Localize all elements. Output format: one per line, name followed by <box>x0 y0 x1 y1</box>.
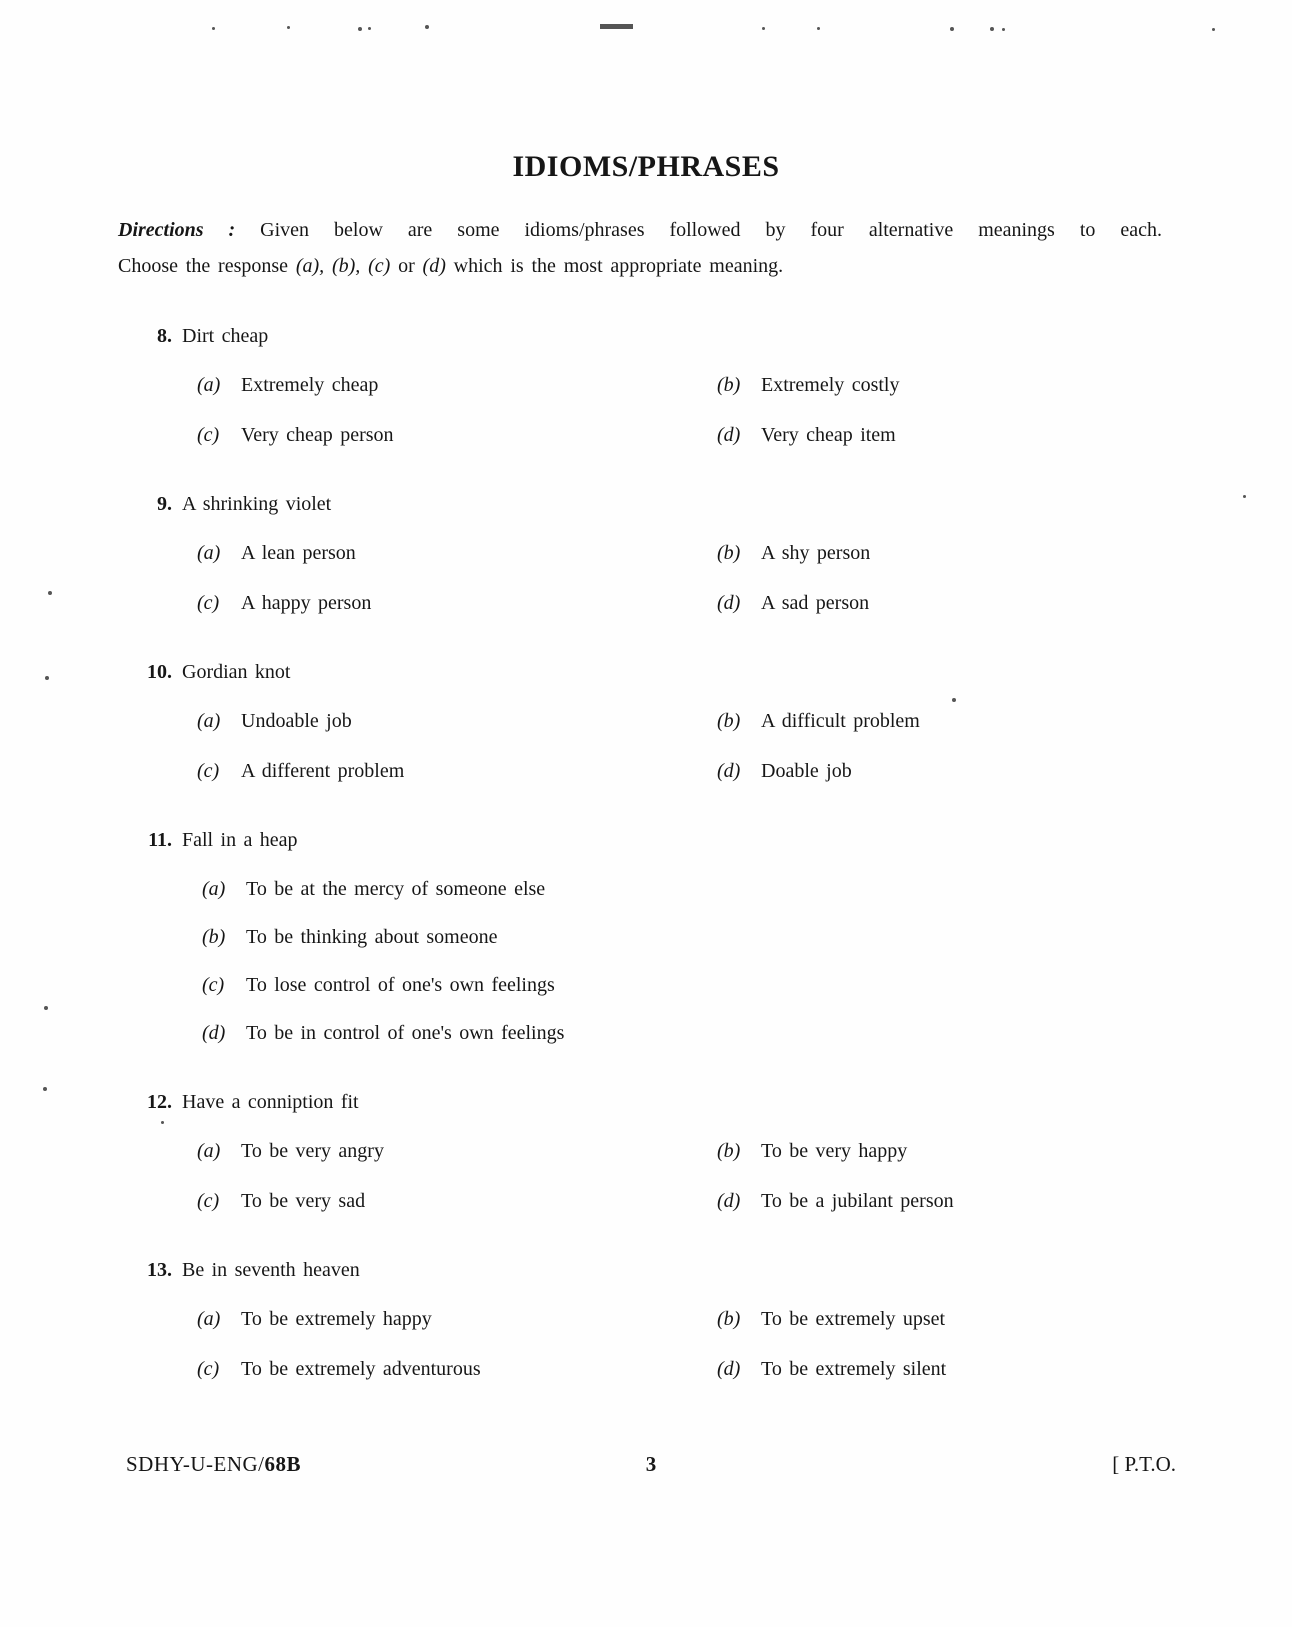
option-text: To be extremely adventurous <box>241 1358 481 1381</box>
option-letter: (d) <box>717 424 741 447</box>
option-letter: (d) <box>202 1022 226 1045</box>
option-item <box>717 541 1292 566</box>
option-letter: (a) <box>197 374 221 397</box>
question-header <box>0 828 1292 853</box>
option-letter: (a) <box>197 1140 221 1163</box>
directions-line <box>118 248 1162 284</box>
option-text: Very cheap person <box>241 424 394 447</box>
option-text: A shy person <box>761 542 871 565</box>
option-text: To be extremely upset <box>761 1308 946 1331</box>
options-list <box>197 1139 1292 1214</box>
option-text: A difficult problem <box>761 710 920 733</box>
option-item <box>197 541 717 566</box>
question <box>0 828 1292 1046</box>
footer-page-number: 3 <box>645 1452 657 1477</box>
option-item <box>717 423 1292 448</box>
option-text: A sad person <box>761 592 870 615</box>
option-item <box>717 1357 1292 1382</box>
directions-segment: Given below are some idioms/phrases followed by four alternative meanings to each. <box>235 219 1162 242</box>
option-item <box>197 1357 717 1382</box>
option-item <box>717 1307 1292 1332</box>
options-list <box>197 373 1292 448</box>
option-letter: (d) <box>717 1190 741 1213</box>
option-text: To lose control of one's own feelings <box>246 974 555 997</box>
question <box>0 492 1292 616</box>
option-text: To be a jubilant person <box>761 1190 954 1213</box>
option-text: To be thinking about someone <box>246 926 498 949</box>
options-list <box>197 709 1292 784</box>
question <box>0 1258 1292 1382</box>
option-text: To be in control of one's own feelings <box>246 1022 565 1045</box>
option-letter: (b) <box>717 374 741 397</box>
directions-segment: which is the most appropriate meaning. <box>445 255 784 278</box>
question <box>0 1090 1292 1214</box>
option-letter: (b) <box>202 926 226 949</box>
options-list <box>197 1307 1292 1382</box>
option-item <box>717 1139 1292 1164</box>
option-text: Doable job <box>761 760 852 783</box>
page-title: IDIOMS/PHRASES <box>512 150 780 184</box>
directions-line <box>118 212 1162 248</box>
option-text: To be extremely silent <box>761 1358 947 1381</box>
option-item <box>197 373 717 398</box>
question-text: Have a conniption fit <box>182 1091 359 1114</box>
option-letter: (c) <box>197 760 220 783</box>
page-footer <box>126 1452 1176 1477</box>
option-text: To be extremely happy <box>241 1308 432 1331</box>
question-text: A shrinking violet <box>182 493 332 516</box>
directions-segment: or <box>390 255 423 278</box>
option-item <box>197 1307 717 1332</box>
option-letter: (d) <box>717 760 741 783</box>
directions <box>118 212 1162 284</box>
option-text: Extremely cheap <box>241 374 379 397</box>
footer-pto: [ P.T.O. <box>1112 1452 1176 1477</box>
question-header <box>0 1090 1292 1115</box>
option-item <box>197 591 717 616</box>
question <box>0 324 1292 448</box>
directions-segment: Directions : <box>118 219 236 242</box>
question-header <box>0 1258 1292 1283</box>
question-number: 12. <box>147 1091 172 1114</box>
question-number: 9. <box>157 493 172 516</box>
option-item <box>717 709 1292 734</box>
option-text: To be very happy <box>761 1140 908 1163</box>
option-item <box>197 1139 717 1164</box>
question-header <box>0 660 1292 685</box>
option-letter: (b) <box>717 1308 741 1331</box>
directions-segment: (d) <box>422 255 446 278</box>
directions-segment: (a), (b), (c) <box>295 255 391 278</box>
question-text: Fall in a heap <box>182 829 298 852</box>
option-item <box>202 925 1292 950</box>
questions-list <box>0 324 1292 1382</box>
option-text: A happy person <box>241 592 372 615</box>
options-list <box>197 541 1292 616</box>
exam-page <box>0 20 1292 1477</box>
option-item <box>202 973 1292 998</box>
question-text: Be in seventh heaven <box>182 1259 360 1282</box>
scan-speck <box>600 24 633 29</box>
option-text: Undoable job <box>241 710 352 733</box>
option-item <box>202 1021 1292 1046</box>
option-letter: (b) <box>717 710 741 733</box>
question-number: 13. <box>147 1259 172 1282</box>
option-text: A lean person <box>241 542 356 565</box>
option-letter: (d) <box>717 1358 741 1381</box>
option-text: Very cheap item <box>761 424 896 447</box>
question-number: 10. <box>147 661 172 684</box>
option-letter: (b) <box>717 1140 741 1163</box>
option-letter: (b) <box>717 542 741 565</box>
option-letter: (c) <box>202 974 225 997</box>
question-header <box>0 492 1292 517</box>
option-letter: (a) <box>197 1308 221 1331</box>
option-item <box>717 1189 1292 1214</box>
question-text: Dirt cheap <box>182 325 269 348</box>
question <box>0 660 1292 784</box>
option-letter: (a) <box>202 878 226 901</box>
footer-booklet-code <box>126 1452 646 1477</box>
question-number: 8. <box>157 325 172 348</box>
option-text: To be very angry <box>241 1140 384 1163</box>
option-letter: (a) <box>197 542 221 565</box>
option-item <box>197 423 717 448</box>
booklet-code-prefix: SDHY-U-ENG/ <box>126 1452 265 1477</box>
option-item <box>202 877 1292 902</box>
option-letter: (c) <box>197 424 220 447</box>
option-item <box>197 759 717 784</box>
option-item <box>197 1189 717 1214</box>
option-text: To be at the mercy of someone else <box>246 878 546 901</box>
options-list <box>202 877 1292 1046</box>
booklet-code-bold: 68B <box>264 1452 302 1477</box>
option-item <box>717 591 1292 616</box>
option-letter: (c) <box>197 1190 220 1213</box>
option-text: To be very sad <box>241 1190 366 1213</box>
directions-segment: Choose the response <box>118 255 296 278</box>
option-letter: (c) <box>197 1358 220 1381</box>
option-item <box>197 709 717 734</box>
option-text: Extremely costly <box>761 374 900 397</box>
option-item <box>717 759 1292 784</box>
option-item <box>717 373 1292 398</box>
question-number: 11. <box>148 829 172 852</box>
question-text: Gordian knot <box>182 661 291 684</box>
option-letter: (d) <box>717 592 741 615</box>
question-header <box>0 324 1292 349</box>
option-letter: (c) <box>197 592 220 615</box>
option-text: A different problem <box>241 760 405 783</box>
option-letter: (a) <box>197 710 221 733</box>
